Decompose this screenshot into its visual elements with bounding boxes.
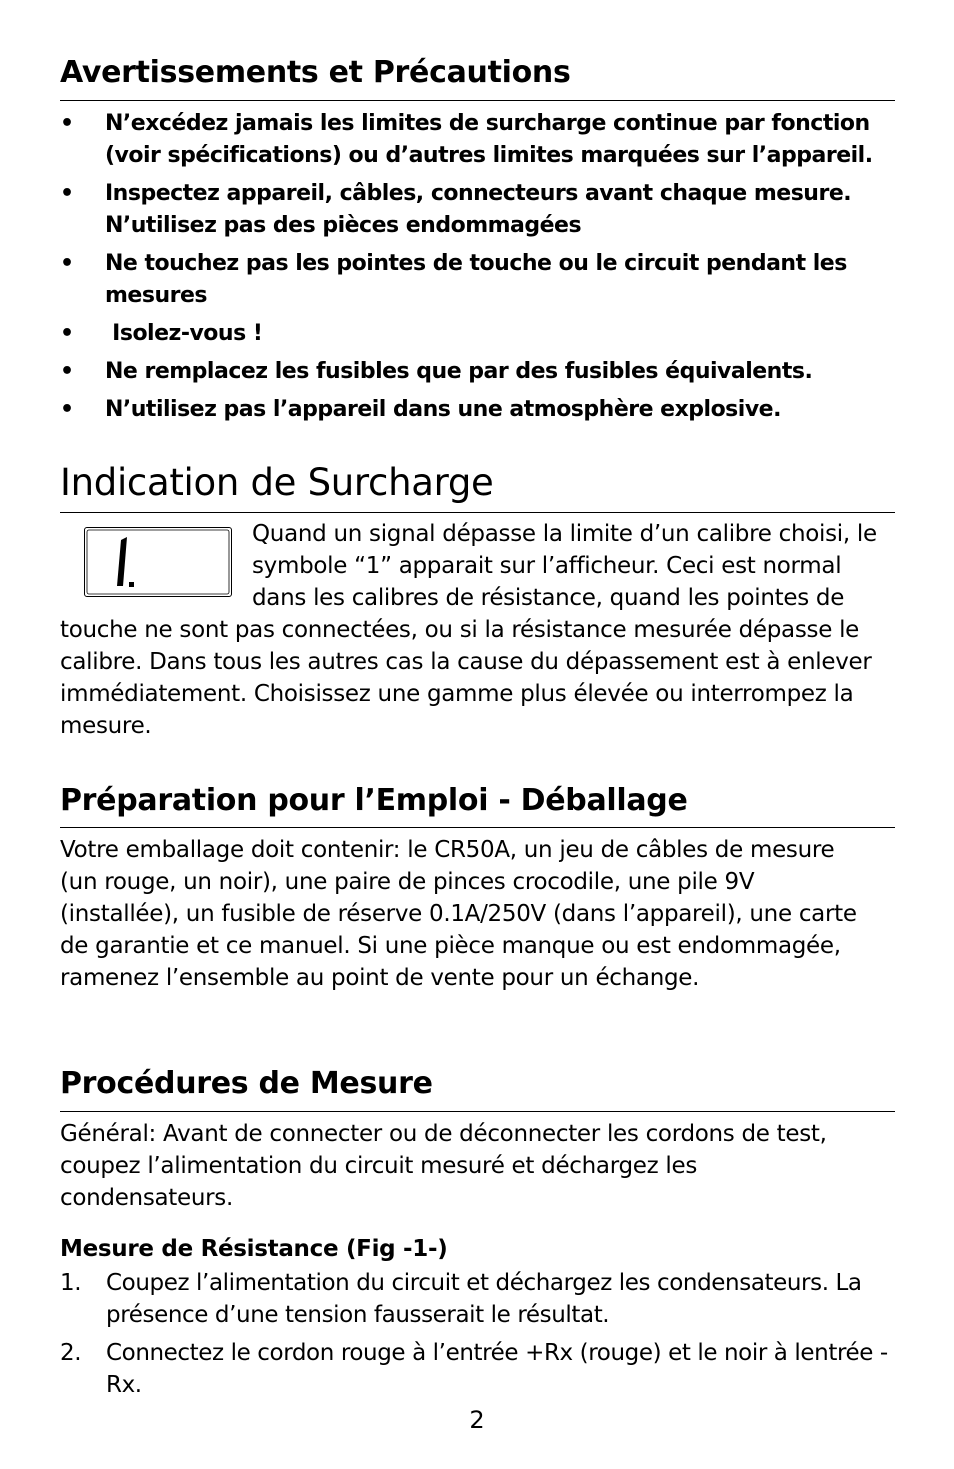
step-text: Coupez l’alimentation du circuit et déchargez les condensateurs. La présence d’une tension fausserait le résultat. (106, 1270, 862, 1328)
overload-heading: Indication de Surcharge (60, 461, 494, 504)
bullet-icon: • (60, 397, 74, 422)
warnings-divider (60, 100, 895, 101)
warning-item: • Isolez-vous ! (60, 318, 895, 350)
step-number: 1. (60, 1270, 82, 1296)
unpacking-text: Votre emballage doit contenir: le CR50A, un jeu de câbles de mesure (un rouge, un noir), une paire de pinces crocodile, une pile 9V (installée), un fusible de réserve 0.1A/250V (dans l’appareil), une carte de garantie et ce manuel. Si une pièce manque ou est endommagée, ramenez l’ensemble au point de vente pour un échange. (60, 837, 857, 991)
bullet-icon: • (60, 181, 74, 206)
general-text: Général: Avant de connecter ou de déconnecter les cordons de test, coupez l’alimentation du circuit mesuré et déchargez les condensateurs. (60, 1121, 827, 1211)
overload-block (60, 518, 895, 742)
overload-text: Quand un signal dépasse la limite d’un calibre choisi, le symbole “1” apparait sur l’afficheur. Ceci est normal dans les calibres de résistance, quand les pointes de touche ne sont pas connectées, ou si la résistance mesurée dépasse le calibre. Dans tous les autres cas la cause du dépassement est à enlever immédiatement. Choisissez une gamme plus élevée ou interrompez la mesure. (60, 521, 877, 739)
overload-symbol-icon (85, 528, 231, 596)
procedures-divider (60, 1111, 895, 1112)
warning-item: • N’utilisez pas l’appareil dans une atmosphère explosive. (60, 394, 895, 426)
step-item (60, 1337, 895, 1401)
bullet-icon: • (60, 111, 74, 136)
bullet-icon: • (60, 251, 74, 276)
warning-item: • N’excédez jamais les limites de surcharge continue par fonction (voir spécifications) ou d’autres limites marquées sur l’appareil. (60, 108, 895, 172)
step-number: 2. (60, 1340, 82, 1366)
overload-divider (60, 512, 895, 513)
resistance-subheading: Mesure de Résistance (Fig -1-) (60, 1236, 448, 1262)
warning-item: • Ne remplacez les fusibles que par des fusibles équivalents. (60, 356, 895, 388)
procedures-heading: Procédures de Mesure (60, 1066, 433, 1101)
warnings-list (60, 108, 895, 432)
page-number: 2 (469, 1406, 485, 1434)
step-item (60, 1267, 895, 1331)
warning-item: • Ne touchez pas les pointes de touche ou le circuit pendant les mesures (60, 248, 895, 312)
bullet-icon: • (60, 359, 74, 384)
resistance-steps (60, 1267, 895, 1407)
unpacking-heading: Préparation pour l’Emploi - Déballage (60, 783, 688, 818)
bullet-icon: • (60, 321, 74, 346)
warnings-section (60, 55, 895, 91)
lcd-display-icon (84, 527, 232, 597)
unpacking-divider (60, 827, 895, 828)
warning-item: • Inspectez appareil, câbles, connecteurs avant chaque mesure. N’utilisez pas des pièces endommagées (60, 178, 895, 242)
step-text: Connectez le cordon rouge à l’entrée +Rx (rouge) et le noir à lentrée -Rx. (106, 1340, 888, 1398)
warnings-heading: Avertissements et Précautions (60, 55, 571, 90)
